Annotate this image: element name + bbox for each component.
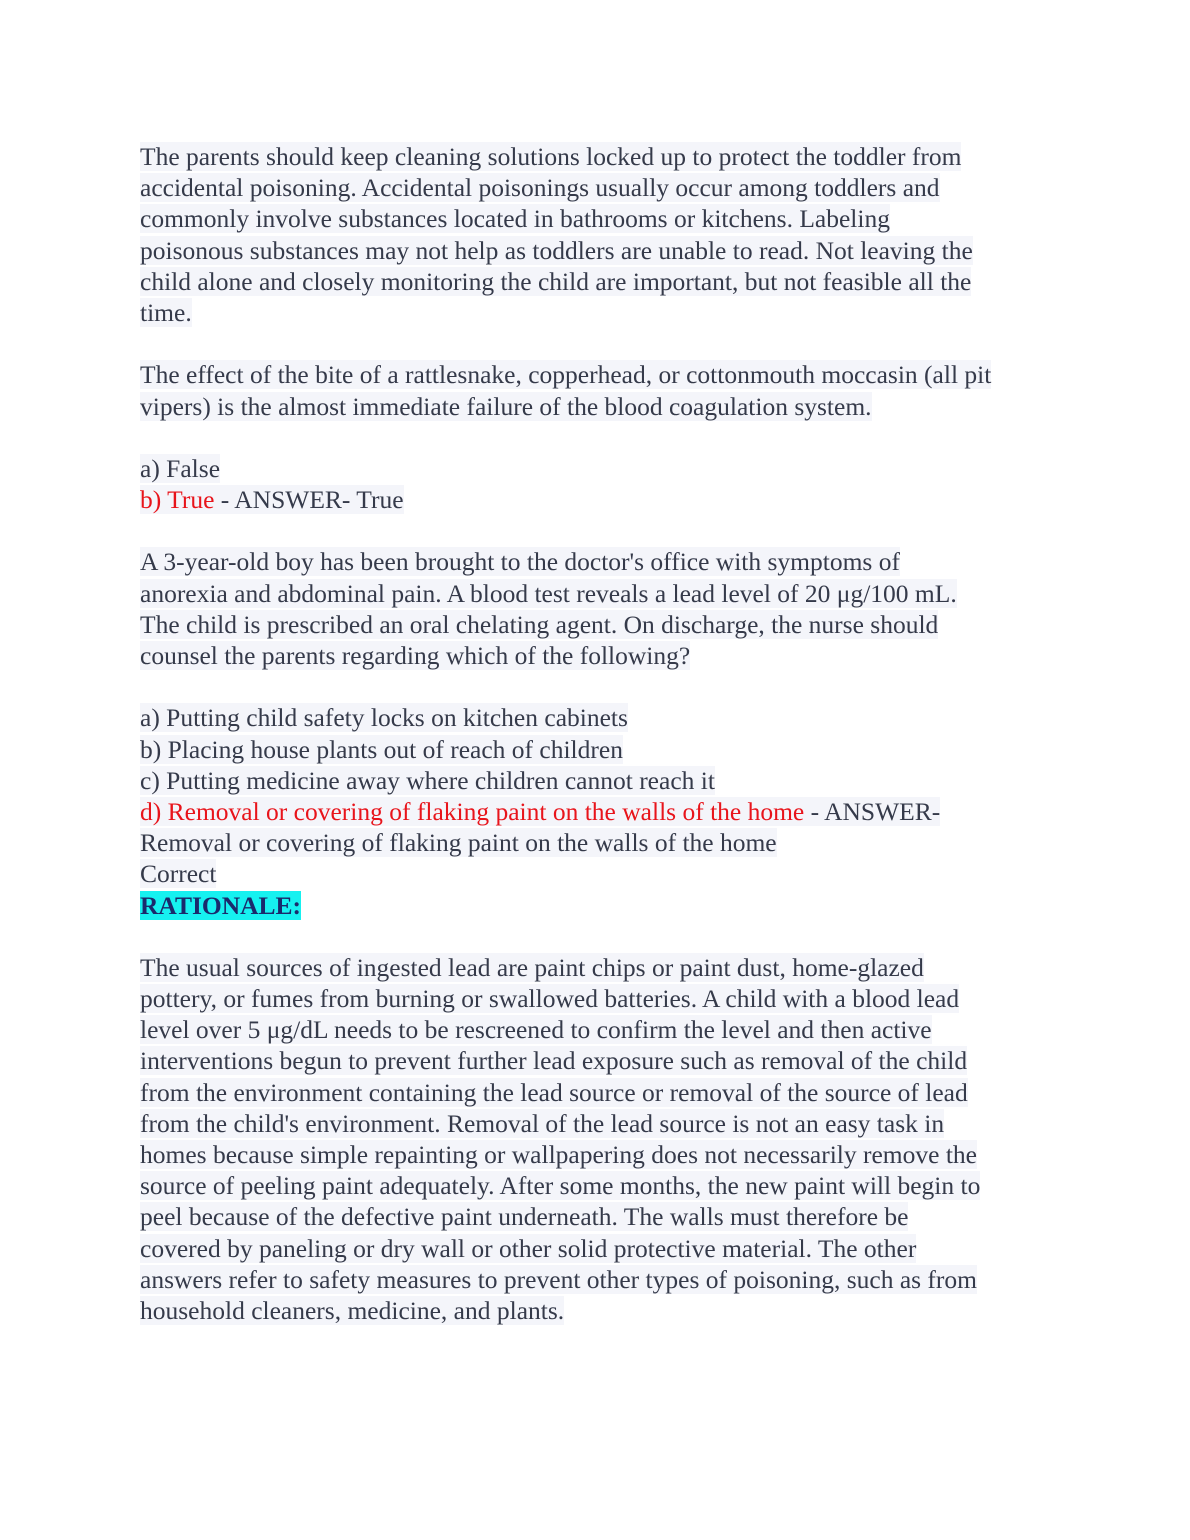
question-line: The child is prescribed an oral chelating agent. On discharge, the nurse should bbox=[140, 609, 939, 639]
intro-line: time. bbox=[140, 297, 192, 327]
option-b: b) Placing house plants out of reach of children bbox=[140, 734, 623, 764]
rationale-line: source of peeling paint adequately. After some months, the new paint will begin to bbox=[140, 1171, 981, 1201]
answer-text: Removal or covering of flaking paint on the walls of the home bbox=[140, 828, 777, 858]
answer-status: Correct bbox=[140, 859, 217, 889]
option-b-correct: b) True bbox=[140, 485, 215, 515]
question-lead-poisoning bbox=[140, 546, 1060, 920]
question-line: anorexia and abdominal pain. A blood test reveals a lead level of 20 μg/100 mL. bbox=[140, 578, 957, 608]
question-snakebite bbox=[140, 359, 1060, 515]
intro-line: The parents should keep cleaning solutions locked up to protect the toddler from bbox=[140, 142, 962, 171]
question-line: vipers) is the almost immediate failure of the blood coagulation system. bbox=[140, 391, 872, 421]
option-a: a) Putting child safety locks on kitchen cabinets bbox=[140, 703, 628, 733]
intro-line: commonly involve substances located in bathrooms or kitchens. Labeling bbox=[140, 204, 890, 234]
rationale-paragraph bbox=[140, 952, 1060, 1326]
rationale-line: peel because of the defective paint underneath. The walls must therefore be bbox=[140, 1202, 909, 1232]
rationale-line: covered by paneling or dry wall or other solid protective material. The other bbox=[140, 1233, 917, 1263]
intro-line: child alone and closely monitoring the child are important, but not feasible all the bbox=[140, 266, 972, 296]
intro-line: poisonous substances may not help as toddlers are unable to read. Not leaving the bbox=[140, 235, 973, 265]
answer-prefix: - ANSWER- bbox=[804, 796, 941, 826]
rationale-line: from the environment containing the lead source or removal of the source of lead bbox=[140, 1077, 968, 1107]
rationale-line: interventions begun to prevent further lead exposure such as removal of the child bbox=[140, 1046, 968, 1076]
option-d-correct: d) Removal or covering of flaking paint on the walls of the home bbox=[140, 796, 805, 826]
question-line: counsel the parents regarding which of the following? bbox=[140, 641, 691, 670]
rationale-line: level over 5 μg/dL needs to be rescreened to confirm the level and then active bbox=[140, 1015, 932, 1045]
rationale-line: homes because simple repainting or wallpapering does not necessarily remove the bbox=[140, 1140, 977, 1169]
rationale-line: from the child's environment. Removal of the lead source is not an easy task in bbox=[140, 1108, 945, 1138]
rationale-line: The usual sources of ingested lead are paint chips or paint dust, home-glazed bbox=[140, 952, 924, 982]
rationale-heading: RATIONALE: bbox=[140, 890, 302, 920]
intro-paragraph bbox=[140, 141, 1060, 328]
question-line: The effect of the bite of a rattlesnake, copperhead, or cottonmouth moccasin (all pit bbox=[140, 360, 992, 390]
rationale-line: household cleaners, medicine, and plants. bbox=[140, 1295, 565, 1325]
rationale-line: pottery, or fumes from burning or swallowed batteries. A child with a blood lead bbox=[140, 984, 960, 1014]
rationale-line: answers refer to safety measures to prevent other types of poisoning, such as from bbox=[140, 1264, 978, 1294]
intro-line: accidental poisoning. Accidental poisonings usually occur among toddlers and bbox=[140, 173, 940, 203]
document-page bbox=[140, 141, 1060, 1326]
option-a: a) False bbox=[140, 453, 221, 483]
answer-text: - ANSWER- True bbox=[214, 485, 404, 515]
option-c: c) Putting medicine away where children cannot reach it bbox=[140, 765, 715, 795]
question-line: A 3-year-old boy has been brought to the doctor's office with symptoms of bbox=[140, 547, 900, 577]
